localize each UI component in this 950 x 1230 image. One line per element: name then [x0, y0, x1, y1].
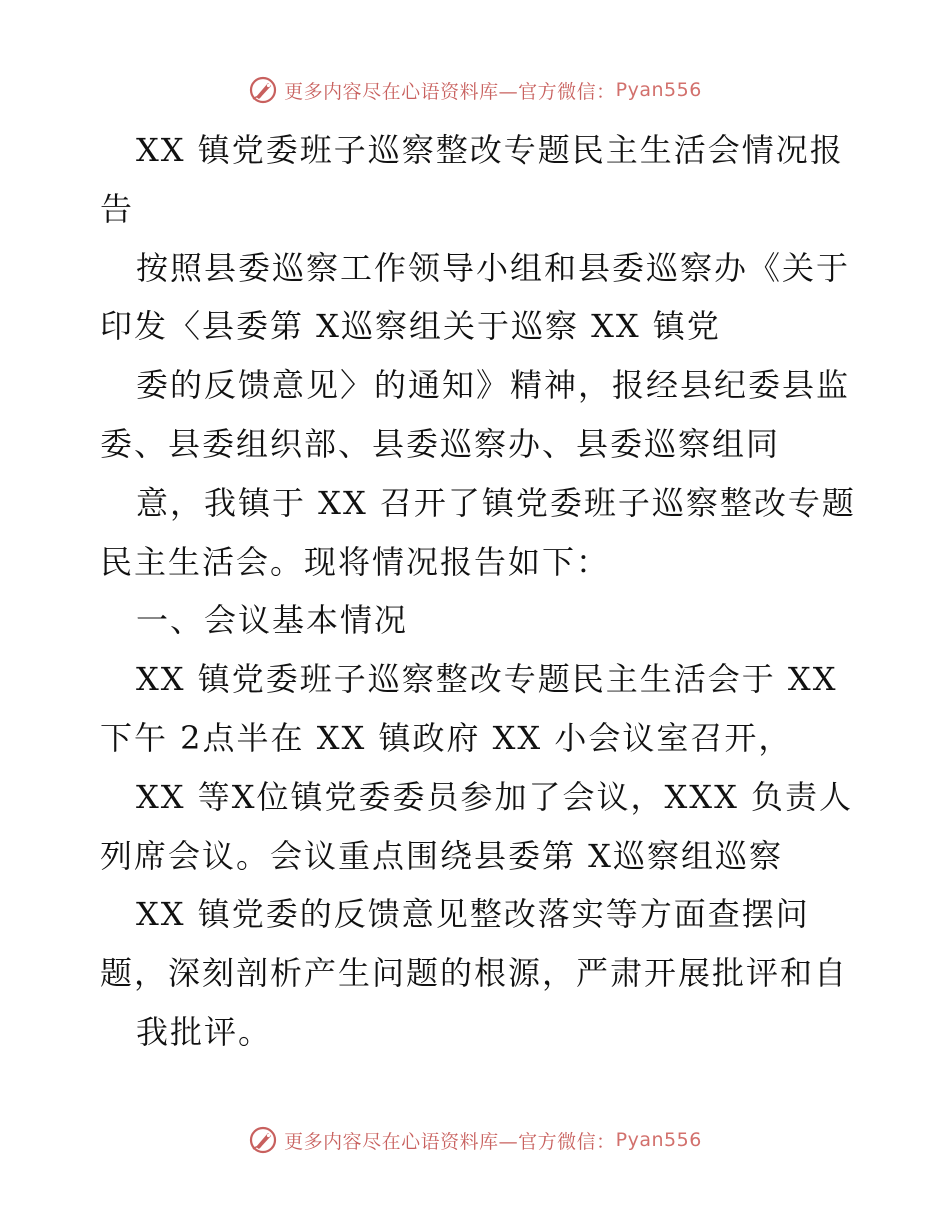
banner-wechat-id: Pyan556	[615, 79, 702, 101]
banner-text: 更多内容尽在心语资料库—官方微信：	[284, 1130, 616, 1153]
paragraph-line: 委、县委组织部、县委巡察办、县委巡察组同	[100, 424, 781, 463]
paragraph-line: 按照县委巡察工作领导小组和县委巡察办《关于	[136, 248, 851, 287]
paragraph-line: 下午 2点半在 XX 镇政府 XX 小会议室召开，	[100, 718, 793, 757]
paragraph-line: 委的反馈意见〉的通知》精神，报经县纪委县监	[136, 366, 851, 405]
banner-text: 更多内容尽在心语资料库—官方微信：	[284, 80, 616, 103]
paragraph-line: 民主生活会。现将情况报告如下：	[100, 542, 611, 581]
section-heading: 一、会议基本情况	[136, 601, 409, 640]
header-banner	[0, 70, 950, 110]
paragraph-line: XX 镇党委的反馈意见整改落实等方面查摆问	[136, 895, 810, 934]
document-body	[100, 121, 860, 1062]
document-title-line: XX 镇党委班子巡察整改专题民主生活会情况报	[136, 131, 844, 169]
document-title-line: 告	[100, 189, 135, 228]
banner-wechat-id: Pyan556	[615, 1129, 702, 1151]
pen-nib-logo-icon	[248, 75, 278, 105]
paragraph-line: 意，我镇于 XX 召开了镇党委班子巡察整改专题	[136, 483, 856, 522]
paragraph-line: 我批评。	[136, 1012, 273, 1051]
footer-banner	[0, 1120, 950, 1160]
paragraph-line: 列席会议。会议重点围绕县委第 X巡察组巡察	[100, 836, 783, 875]
pen-nib-logo-icon	[248, 1125, 278, 1155]
paragraph-line: XX 等X位镇党委委员参加了会议，XXX 负责人	[136, 777, 854, 816]
paragraph-line: 题，深刻剖析产生问题的根源，严肃开展批评和自	[100, 954, 849, 993]
paragraph-line: 印发〈县委第 X巡察组关于巡察 XX 镇党	[100, 307, 721, 346]
paragraph-line: XX 镇党委班子巡察整改专题民主生活会于 XX	[136, 660, 838, 699]
